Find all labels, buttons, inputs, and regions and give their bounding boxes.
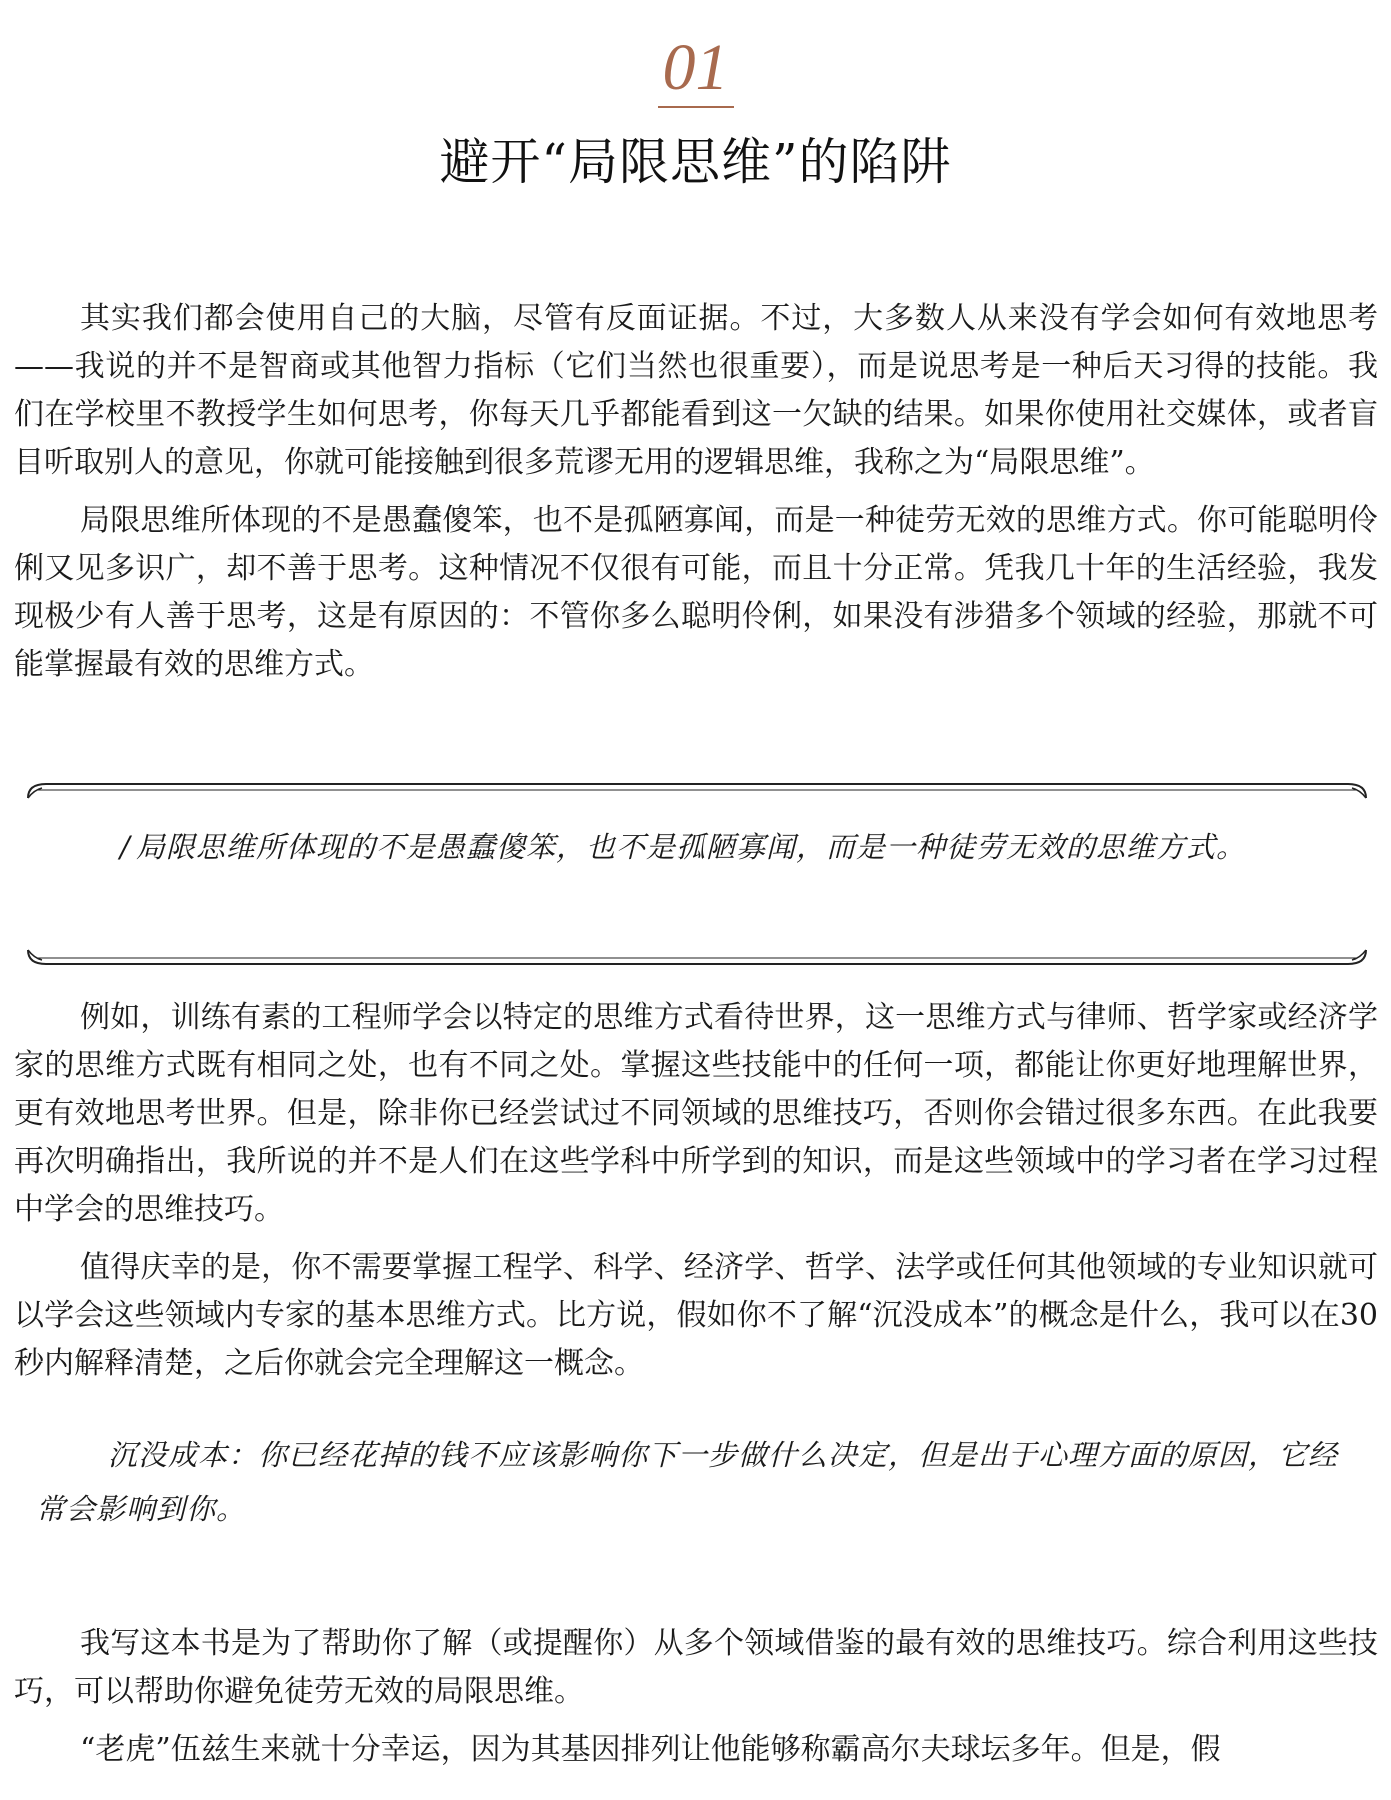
chapter-title: 避开“局限思维”的陷阱 (439, 133, 952, 191)
closing-text (14, 1620, 1378, 1774)
quote-border-top (24, 778, 1370, 802)
chapter-number: 01 (662, 31, 729, 104)
pull-quote-text: 局限思维所体现的不是愚蠢傻笨，也不是孤陋寡闻，而是一种徒劳无效的思维方式。 (136, 830, 1247, 864)
paragraph: 例如，训练有素的工程师学会以特定的思维方式看待世界，这一思维方式与律师、哲学家或经济学家的思维方式既有相同之处，也有不同之处。掌握这些技能中的任何一项，都能让你更好地理解世界，更有效地思考世界。但是，除非你已经尝试过不同领域的思维技巧，否则你会错过很多东西。在此我要再次明确指出，我所说的并不是人们在这些学科中所学到的知识，而是这些领域中的学习者在学习过程中学会的思维技巧。 (14, 1000, 1378, 1227)
paragraph: 我写这本书是为了帮助你了解（或提醒你）从多个领域借鉴的最有效的思维技巧。综合利用这些技巧，可以帮助你避免徒劳无效的局限思维。 (14, 1626, 1378, 1709)
paragraph: 局限思维所体现的不是愚蠢傻笨，也不是孤陋寡闻，而是一种徒劳无效的思维方式。你可能聪明伶俐又见多识广，却不善于思考。这种情况不仅很有可能，而且十分正常。凭我几十年的生活经验，我发现极少有人善于思考，这是有原因的：不管你多么聪明伶俐，如果没有涉猎多个领域的经验，那就不可能掌握最有效的思维方式。 (14, 503, 1378, 682)
quote-border-bottom (24, 946, 1370, 970)
paragraph: 其实我们都会使用自己的大脑，尽管有反面证据。不过，大多数人从来没有学会如何有效地思考——我说的并不是智商或其他智力指标（它们当然也很重要），而是说思考是一种后天习得的技能。我们在学校里不教授学生如何思考，你每天几乎都能看到这一欠缺的结果。如果你使用社交媒体，或者盲目听取别人的意见，你就可能接触到很多荒谬无用的逻辑思维，我称之为“局限思维”。 (14, 301, 1378, 480)
pull-quote-box (24, 778, 1370, 974)
intro-text (14, 295, 1378, 689)
quote-slash-mark: / (120, 830, 130, 864)
example-text (14, 994, 1378, 1388)
definition-note: 沉没成本：你已经花掉的钱不应该影响你下一步做什么决定，但是出于心理方面的原因，它经常会影响到你。 (36, 1438, 1339, 1526)
chapter-number-underline (658, 106, 734, 108)
paragraph: “老虎”伍兹生来就十分幸运，因为其基因排列让他能够称霸高尔夫球坛多年。但是，假 (80, 1732, 1221, 1767)
paragraph: 值得庆幸的是，你不需要掌握工程学、科学、经济学、哲学、法学或任何其他领域的专业知识就可以学会这些领域内专家的基本思维方式。比方说，假如你不了解“沉没成本”的概念是什么，我可以在30秒内解释清楚，之后你就会完全理解这一概念。 (14, 1250, 1378, 1381)
